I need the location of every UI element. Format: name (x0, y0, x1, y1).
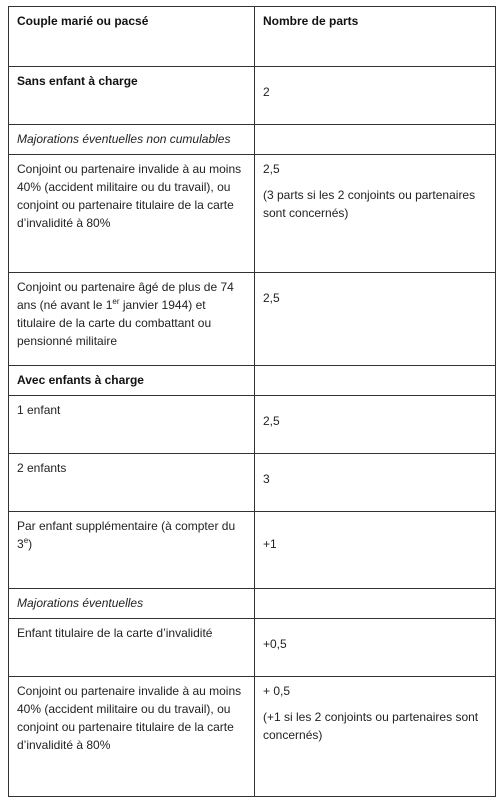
row-label: Conjoint ou partenaire âgé de plus de 74 ans (né avant le 1er janvier 1944) et titulaire de la carte du combattant ou pensionné militaire (9, 273, 255, 365)
row-value: 2 (263, 85, 270, 99)
table-header-row (8, 6, 496, 67)
row-label: Enfant titulaire de la carte d’invalidité (9, 619, 255, 676)
section-label: Majorations éventuelles (9, 589, 255, 618)
section-row (8, 589, 496, 619)
row-note: (3 parts si les 2 conjoints ou partenaires sont concernés) (263, 188, 476, 220)
section-label: Avec enfants à charge (9, 366, 255, 395)
row-label: Sans enfant à charge (9, 67, 255, 124)
table-row (8, 67, 496, 125)
row-label: 2 enfants (9, 454, 255, 511)
row-value: +0,5 (263, 637, 287, 651)
table-row (8, 155, 496, 273)
empty-cell (255, 366, 495, 395)
row-label: Par enfant supplémentaire (à compter du 3e) (9, 512, 255, 588)
parts-table (8, 6, 496, 797)
table-row (8, 677, 496, 797)
table-row (8, 454, 496, 512)
row-value: 2,5 (263, 291, 280, 305)
empty-cell (255, 589, 495, 618)
row-value: +1 (263, 537, 277, 551)
header-parts: Nombre de parts (263, 14, 359, 28)
section-label: Majorations éventuelles non cumulables (9, 125, 255, 154)
table-row (8, 619, 496, 677)
section-row (8, 366, 496, 396)
row-value: 3 (263, 472, 270, 486)
row-value: + 0,5 (263, 684, 291, 698)
row-label: 1 enfant (9, 396, 255, 453)
row-value: 2,5 (263, 414, 280, 428)
table-row (8, 396, 496, 454)
row-note: (+1 si les 2 conjoints ou partenaires sont concernés) (263, 710, 479, 742)
row-label: Conjoint ou partenaire invalide à au moins 40% (accident militaire ou du travail), ou conjoint ou partenaire titulaire de la carte d’invalidité à 80% (9, 155, 255, 272)
section-row (8, 125, 496, 155)
table-row (8, 273, 496, 366)
row-value: 2,5 (263, 162, 280, 176)
table-row (8, 512, 496, 589)
row-label: Conjoint ou partenaire invalide à au moins 40% (accident militaire ou du travail), ou conjoint ou partenaire titulaire de la carte d’invalidité à 80% (9, 677, 255, 796)
empty-cell (255, 125, 495, 154)
header-couple: Couple marié ou pacsé (9, 7, 255, 66)
